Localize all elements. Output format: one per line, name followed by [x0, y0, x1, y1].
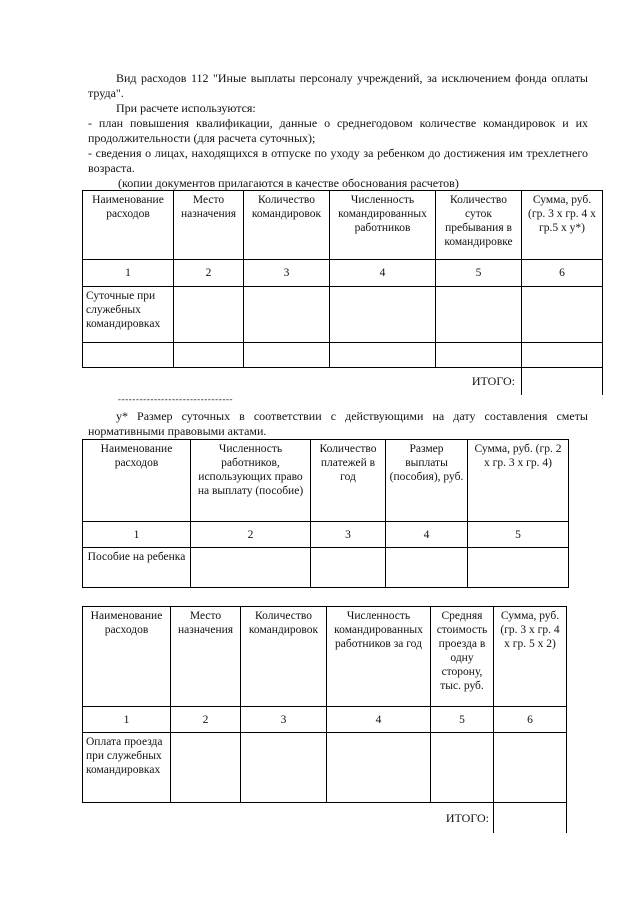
header-cell: Размер выплаты (пособия), руб. [386, 440, 468, 522]
header-cell: Наименование расходов [83, 607, 171, 707]
column-number: 2 [171, 707, 241, 733]
total-value [494, 803, 567, 833]
header-cell: Средняя стоимость проезда в одну сторону, тыс. руб. [431, 607, 494, 707]
table-cell [494, 733, 567, 803]
table-cell [241, 733, 327, 803]
table-cell [174, 343, 244, 368]
column-number: 4 [330, 260, 436, 287]
header-cell: Место назначения [171, 607, 241, 707]
header-cell: Численность работников, использующих право на выплату (пособие) [191, 440, 311, 522]
header-cell: Количество командировок [241, 607, 327, 707]
column-number: 6 [494, 707, 567, 733]
column-number: 5 [436, 260, 522, 287]
table-cell [436, 287, 522, 343]
table-cell [330, 343, 436, 368]
table-row [83, 287, 603, 343]
table-cell [468, 548, 569, 588]
table-cell [436, 343, 522, 368]
column-number: 5 [468, 522, 569, 548]
intro-line-4: - сведения о лицах, находящихся в отпуске по уходу за ребенком до достижения им трехлетнего возраста. [88, 146, 588, 175]
column-number: 4 [386, 522, 468, 548]
column-number: 3 [241, 707, 327, 733]
intro-line-2: При расчете используются: [116, 101, 256, 115]
header-cell: Сумма, руб. (гр. 2 х гр. 3 х гр. 4) [468, 440, 569, 522]
total-value [522, 368, 603, 395]
table-cell [83, 343, 174, 368]
row-label: Оплата проезда при служебных командировках [83, 733, 171, 803]
table-cell [191, 548, 311, 588]
column-number: 1 [83, 522, 191, 548]
table-cell [171, 733, 241, 803]
footnote-separator: -------------------------------- [118, 394, 234, 404]
table-cell [327, 733, 431, 803]
column-number: 5 [431, 707, 494, 733]
column-number: 2 [174, 260, 244, 287]
column-number: 4 [327, 707, 431, 733]
total-label: ИТОГО: [445, 810, 489, 825]
table-row [83, 733, 567, 803]
column-number: 6 [522, 260, 603, 287]
intro-line-3: - план повышения квалификации, данные о среднегодовом количестве командировок и их продолжительности (для расчета суточных); [88, 116, 588, 145]
header-cell: Наименование расходов [83, 440, 191, 522]
table-cell [244, 343, 330, 368]
table-cell [386, 548, 468, 588]
column-number: 1 [83, 260, 174, 287]
child-benefit-table [82, 439, 569, 588]
total-label: ИТОГО: [471, 374, 515, 389]
header-cell: Количество суток пребывания в командировке [436, 191, 522, 260]
column-number: 2 [191, 522, 311, 548]
table-cell [522, 287, 603, 343]
daily-allowance-table [82, 190, 603, 395]
footnote-text: у* Размер суточных в соответствии с действующими на дату составления сметы нормативными правовыми актами. [88, 409, 588, 438]
header-cell: Наименование расходов [83, 191, 174, 260]
travel-cost-table [82, 606, 567, 833]
header-cell: Численность командированных работников [330, 191, 436, 260]
header-cell: Сумма, руб. (гр. 3 х гр. 4 х гр.5 х у*) [522, 191, 603, 260]
column-number: 3 [244, 260, 330, 287]
header-cell: Сумма, руб. (гр. 3 х гр. 4 х гр. 5 х 2) [494, 607, 567, 707]
header-cell: Место назначения [174, 191, 244, 260]
intro-line-1: Вид расходов 112 "Иные выплаты персоналу учреждений, за исключением фонда оплаты труда". [88, 71, 588, 100]
row-label: Пособие на ребенка [83, 548, 191, 588]
table-cell [244, 287, 330, 343]
table-cell [311, 548, 386, 588]
row-label: Суточные при служебных командировках [83, 287, 174, 343]
table-cell [330, 287, 436, 343]
table-cell [522, 343, 603, 368]
table-cell [431, 733, 494, 803]
column-number: 1 [83, 707, 171, 733]
table-row [83, 343, 603, 368]
table-cell [174, 287, 244, 343]
column-number: 3 [311, 522, 386, 548]
header-cell: Количество платежей в год [311, 440, 386, 522]
header-cell: Количество командировок [244, 191, 330, 260]
intro-line-5: (копии документов прилагаются в качестве обоснования расчетов) [118, 176, 459, 190]
table-row [83, 548, 569, 588]
header-cell: Численность командированных работников за год [327, 607, 431, 707]
